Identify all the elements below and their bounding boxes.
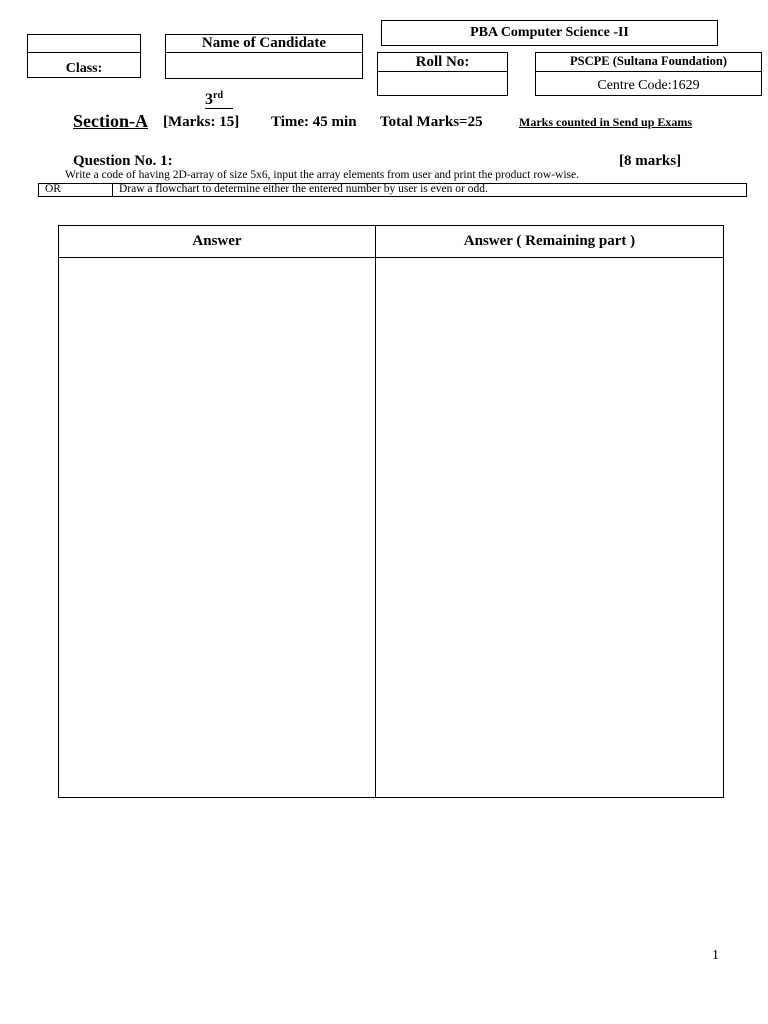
answer-col-header: Answer bbox=[59, 226, 376, 258]
centre-code: Centre Code:1629 bbox=[597, 78, 700, 93]
question-label: Question No. 1: bbox=[73, 153, 173, 169]
answer-remaining-col-header: Answer ( Remaining part ) bbox=[376, 226, 724, 258]
section-note: Marks counted in Send up Exams bbox=[519, 115, 693, 129]
roll-field-box[interactable] bbox=[377, 71, 508, 96]
roll-label: Roll No: bbox=[415, 54, 470, 70]
or-divider bbox=[112, 184, 113, 196]
name-field-box[interactable] bbox=[165, 52, 363, 79]
class-value bbox=[205, 87, 233, 109]
page-number: 1 bbox=[712, 948, 719, 963]
name-header-box bbox=[165, 34, 363, 53]
class-box[interactable] bbox=[27, 52, 141, 78]
question-marks: [8 marks] bbox=[619, 153, 682, 169]
section-total: Total Marks=25 bbox=[380, 114, 483, 130]
section-time: Time: 45 min bbox=[271, 114, 357, 130]
or-label: OR bbox=[45, 183, 61, 195]
subject-box bbox=[381, 20, 718, 46]
name-label: Name of Candidate bbox=[201, 35, 327, 51]
or-row bbox=[38, 183, 747, 197]
answer-remaining-area[interactable] bbox=[376, 258, 724, 798]
roll-header-box bbox=[377, 52, 508, 72]
section-marks: [Marks: 15] bbox=[163, 114, 240, 130]
answer-area[interactable] bbox=[59, 258, 376, 798]
foundation-label: PSCPE (Sultana Foundation) bbox=[570, 54, 727, 68]
foundation-box bbox=[535, 52, 762, 72]
section-title: Section-A bbox=[73, 111, 148, 131]
answer-body-row bbox=[59, 258, 724, 798]
class-number: 3 bbox=[205, 91, 213, 108]
class-box-top bbox=[27, 34, 141, 53]
answer-table bbox=[58, 225, 724, 798]
or-text: Draw a flowchart to determine either the entered number by user is even or odd. bbox=[119, 183, 488, 195]
class-label: Class: bbox=[65, 61, 103, 76]
class-suffix: rd bbox=[213, 90, 223, 101]
question-text: Write a code of having 2D-array of size 5x6, input the array elements from user and print the product row-wise. bbox=[65, 169, 579, 181]
centre-code-box bbox=[535, 71, 762, 96]
subject-title: PBA Computer Science -II bbox=[470, 25, 629, 40]
answer-header-row bbox=[59, 226, 724, 258]
